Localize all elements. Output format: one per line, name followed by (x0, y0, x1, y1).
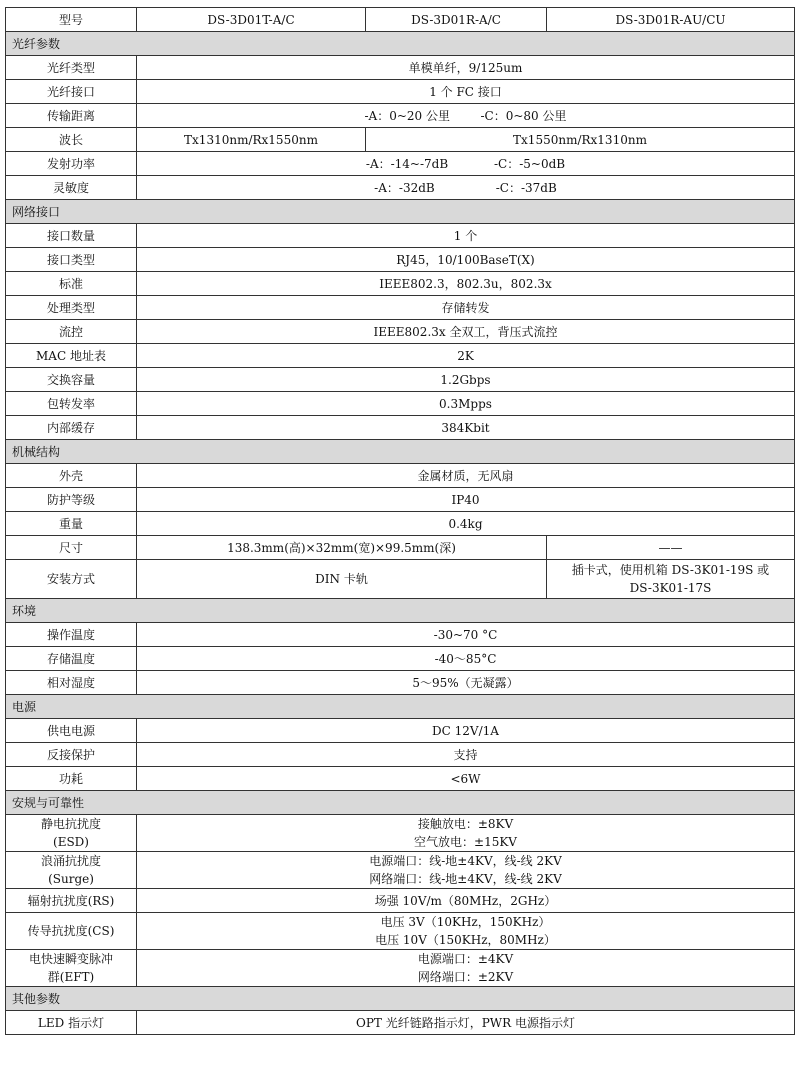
distance-a: -A：0~20 公里 (364, 108, 450, 123)
row-label: 外壳 (6, 464, 137, 488)
header-model-label: 型号 (6, 8, 137, 32)
section-title: 环境 (6, 599, 795, 623)
row-value (137, 176, 795, 200)
row-label: 供电电源 (6, 719, 137, 743)
row-label: 操作温度 (6, 623, 137, 647)
header-model-t: DS-3D01T-A/C (137, 8, 366, 32)
row-value: <6W (137, 767, 795, 791)
section-title: 其他参数 (6, 987, 795, 1011)
table-row (6, 80, 795, 104)
wavelength-t: Tx1310nm/Rx1550nm (137, 128, 366, 152)
row-label: 安装方式 (6, 560, 137, 599)
row-label: 反接保护 (6, 743, 137, 767)
table-row (6, 392, 795, 416)
mount-cu-line-1: 插卡式，使用机箱 DS-3K01-19S 或 (571, 563, 770, 577)
surge-label-1: 浪涌抗扰度 (40, 854, 101, 868)
table-row (6, 889, 795, 913)
row-value: RJ45，10/100BaseT(X) (137, 248, 795, 272)
table-row (6, 128, 795, 152)
section-title: 安规与可靠性 (6, 791, 795, 815)
row-label (6, 950, 137, 987)
surge-value-1: 电源端口：线-地±4KV，线-线 2KV (369, 854, 562, 868)
row-label: 处理类型 (6, 296, 137, 320)
table-row (6, 815, 795, 852)
row-value: 0.3Mpps (137, 392, 795, 416)
table-row (6, 464, 795, 488)
table-row (6, 416, 795, 440)
section-fiber (6, 32, 795, 56)
table-row (6, 913, 795, 950)
row-value: OPT 光纤链路指示灯，PWR 电源指示灯 (137, 1011, 795, 1035)
section-reliability (6, 791, 795, 815)
spec-table (5, 7, 795, 1035)
eft-label-1: 电快速瞬变脉冲 (28, 952, 113, 966)
table-row (6, 104, 795, 128)
table-row (6, 344, 795, 368)
row-value: -40～85°C (137, 647, 795, 671)
row-value: IEEE802.3，802.3u，802.3x (137, 272, 795, 296)
table-row (6, 743, 795, 767)
section-power (6, 695, 795, 719)
row-value (137, 950, 795, 987)
cs-value-1: 电压 3V（10KHz，150KHz） (380, 915, 551, 929)
table-row (6, 512, 795, 536)
row-label: 防护等级 (6, 488, 137, 512)
row-label: MAC 地址表 (6, 344, 137, 368)
row-value: 2K (137, 344, 795, 368)
power-a: -A：-14~-7dB (365, 156, 449, 171)
sensitivity-a: -A：-32dB (374, 180, 435, 195)
mount-value-cu (547, 560, 795, 599)
row-value: IP40 (137, 488, 795, 512)
row-value (137, 815, 795, 852)
row-label: 交换容量 (6, 368, 137, 392)
row-value: 1.2Gbps (137, 368, 795, 392)
table-row (6, 767, 795, 791)
eft-value-2: 网络端口：±2KV (417, 970, 514, 984)
row-label: 接口数量 (6, 224, 137, 248)
row-value (137, 104, 795, 128)
row-value (137, 152, 795, 176)
table-row (6, 623, 795, 647)
distance-c: -C：0~80 公里 (480, 108, 567, 123)
row-label: 辐射抗扰度(RS) (6, 889, 137, 913)
table-row (6, 1011, 795, 1035)
row-value: 金属材质，无风扇 (137, 464, 795, 488)
row-label (6, 815, 137, 852)
section-mechanical (6, 440, 795, 464)
row-label: 内部缓存 (6, 416, 137, 440)
row-value (137, 852, 795, 889)
table-row (6, 536, 795, 560)
row-value: 支持 (137, 743, 795, 767)
esd-label-2: (ESD) (53, 835, 89, 849)
table-row (6, 224, 795, 248)
table-row (6, 368, 795, 392)
row-label: 相对湿度 (6, 671, 137, 695)
wavelength-r: Tx1550nm/Rx1310nm (366, 128, 795, 152)
esd-value-2: 空气放电：±15KV (414, 835, 517, 849)
row-value: 存储转发 (137, 296, 795, 320)
row-label: 包转发率 (6, 392, 137, 416)
table-row (6, 560, 795, 599)
section-title: 光纤参数 (6, 32, 795, 56)
esd-value-1: 接触放电：±8KV (417, 817, 514, 831)
table-row (6, 950, 795, 987)
section-network (6, 200, 795, 224)
section-other (6, 987, 795, 1011)
row-value: 1 个 FC 接口 (137, 80, 795, 104)
table-row (6, 176, 795, 200)
sensitivity-c: -C：-37dB (495, 180, 557, 195)
surge-label-2: (Surge) (48, 872, 94, 886)
esd-label-1: 静电抗扰度 (40, 817, 101, 831)
row-value: 1 个 (137, 224, 795, 248)
row-value: -30~70 °C (137, 623, 795, 647)
table-row (6, 272, 795, 296)
row-label: 流控 (6, 320, 137, 344)
cs-value-2: 电压 10V（150KHz，80MHz） (375, 933, 556, 947)
section-environment (6, 599, 795, 623)
row-value: 0.4kg (137, 512, 795, 536)
section-title: 网络接口 (6, 200, 795, 224)
row-value: 单模单纤，9/125um (137, 56, 795, 80)
row-value: 场强 10V/m（80MHz，2GHz） (137, 889, 795, 913)
row-label: 尺寸 (6, 536, 137, 560)
table-row (6, 248, 795, 272)
table-row (6, 671, 795, 695)
eft-value-1: 电源端口：±4KV (417, 952, 514, 966)
row-label: 重量 (6, 512, 137, 536)
row-label: 接口类型 (6, 248, 137, 272)
row-label: 光纤接口 (6, 80, 137, 104)
header-model-r: DS-3D01R-A/C (366, 8, 547, 32)
row-label: 存储温度 (6, 647, 137, 671)
table-row (6, 488, 795, 512)
table-row (6, 56, 795, 80)
row-value: 5～95%（无凝露） (137, 671, 795, 695)
row-label: 波长 (6, 128, 137, 152)
table-row (6, 296, 795, 320)
table-row (6, 320, 795, 344)
mount-cu-line-2: DS-3K01-17S (629, 581, 712, 595)
row-value (137, 913, 795, 950)
row-label (6, 852, 137, 889)
row-label: 标准 (6, 272, 137, 296)
row-label: 光纤类型 (6, 56, 137, 80)
row-label: LED 指示灯 (6, 1011, 137, 1035)
section-title: 电源 (6, 695, 795, 719)
mount-value: DIN 卡轨 (137, 560, 547, 599)
table-row (6, 152, 795, 176)
row-label: 功耗 (6, 767, 137, 791)
surge-value-2: 网络端口：线-地±4KV，线-线 2KV (369, 872, 562, 886)
row-value: IEEE802.3x 全双工，背压式流控 (137, 320, 795, 344)
size-value-cu: —— (547, 536, 795, 560)
row-label: 发射功率 (6, 152, 137, 176)
table-row (6, 852, 795, 889)
table-row (6, 647, 795, 671)
row-label: 传输距离 (6, 104, 137, 128)
row-value: DC 12V/1A (137, 719, 795, 743)
size-value: 138.3mm(高)×32mm(宽)×99.5mm(深) (137, 536, 547, 560)
section-title: 机械结构 (6, 440, 795, 464)
table-row (6, 719, 795, 743)
row-label: 灵敏度 (6, 176, 137, 200)
power-c: -C：-5~0dB (493, 156, 566, 171)
header-row (6, 8, 795, 32)
row-label: 传导抗扰度(CS) (6, 913, 137, 950)
row-value: 384Kbit (137, 416, 795, 440)
header-model-ru: DS-3D01R-AU/CU (547, 8, 795, 32)
eft-label-2: 群(EFT) (47, 970, 95, 984)
